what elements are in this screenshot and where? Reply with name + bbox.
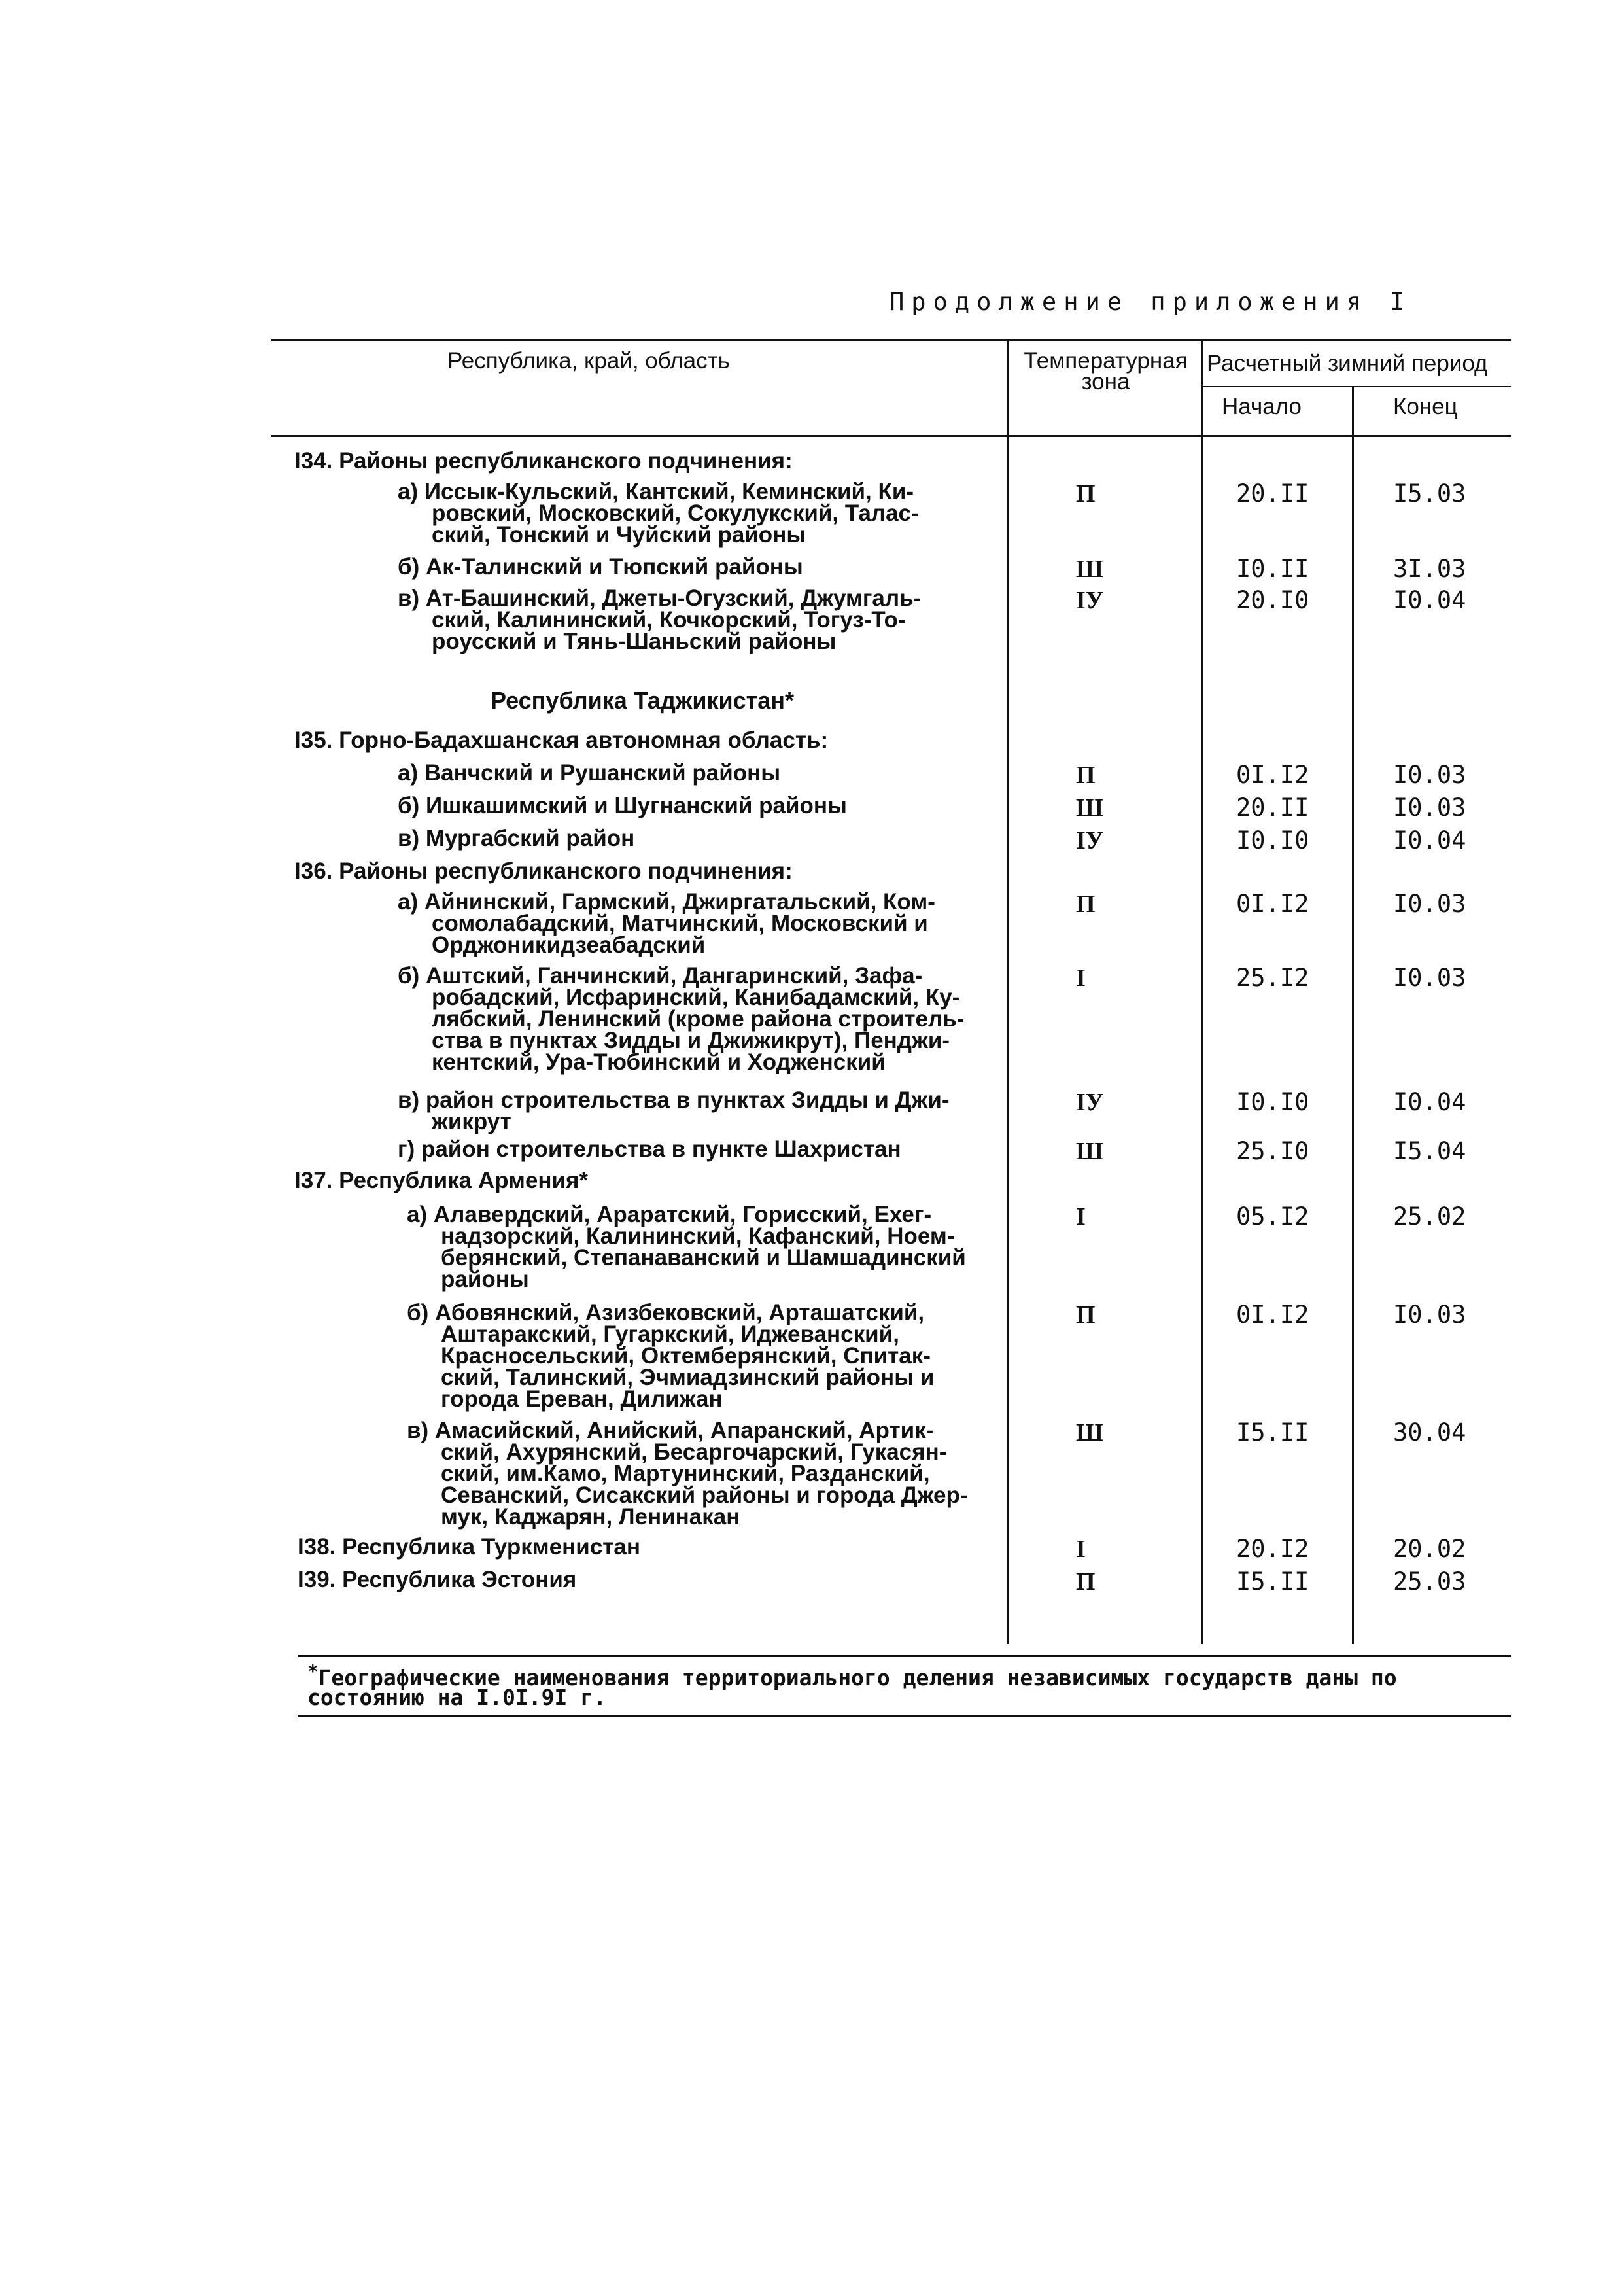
table-row-label	[298, 1536, 640, 1558]
table-row-label	[398, 965, 964, 1073]
start-date-cell: 20.I0	[1236, 586, 1309, 614]
start-date-cell: 20.II	[1236, 480, 1309, 508]
row-text-line: в) Мургабский район	[398, 826, 635, 851]
table-row-label	[398, 795, 847, 816]
end-date-cell: I0.04	[1393, 826, 1466, 854]
start-date-cell: 25.I2	[1236, 964, 1309, 992]
header-end: Конец	[1393, 394, 1458, 419]
table-row-label	[398, 1138, 901, 1160]
header-period: Расчетный зимний период	[1207, 351, 1488, 376]
end-date-cell: 3I.03	[1393, 555, 1466, 583]
row-text-line: а) Ванчский и Рушанский районы	[398, 760, 781, 786]
table-row-label	[407, 1420, 968, 1528]
start-date-cell: 0I.I2	[1236, 890, 1309, 918]
table-row-label	[398, 481, 919, 546]
row-text-line: ский, Талинский, Эчмиадзинский районы и	[441, 1365, 935, 1390]
end-date-cell: 30.04	[1393, 1418, 1466, 1446]
row-text-line: сомолабадский, Матчинский, Московский и	[432, 911, 928, 936]
row-text-line: в) Ат-Башинский, Джеты-Огузский, Джумгаль-	[398, 586, 922, 611]
row-text-line: I36. Районы республиканского подчинения:	[294, 858, 793, 884]
row-text-line: берянский, Степанаванский и Шамшадинский	[441, 1245, 966, 1270]
row-text-line: б) Ак-Талинский и Тюпский районы	[398, 554, 803, 580]
zone-cell: Ш	[1076, 555, 1103, 583]
start-date-cell: I0.I0	[1236, 1088, 1309, 1116]
zone-column-divider	[1007, 339, 1009, 1644]
end-date-cell: I0.04	[1393, 586, 1466, 614]
table-row-label	[398, 1089, 950, 1132]
start-date-cell: 0I.I2	[1236, 1301, 1309, 1329]
row-text-line: I35. Горно-Бадахшанская автономная область:	[294, 727, 829, 753]
row-text-line: б) Аштский, Ганчинский, Дангаринский, Зафа-	[398, 963, 923, 989]
zone-cell: П	[1076, 762, 1096, 789]
row-text-line: лябский, Ленинский (кроме района строитель-	[432, 1006, 965, 1032]
start-date-cell: 0I.I2	[1236, 761, 1309, 789]
row-text-line: I38. Республика Туркменистан	[298, 1534, 641, 1560]
row-text-line: I34. Районы республиканского подчинения:	[294, 448, 793, 474]
row-text-line: в) Амасийский, Анийский, Апаранский, Артик-	[407, 1418, 934, 1443]
row-text-line: ский, Тонский и Чуйский районы	[432, 522, 806, 548]
table-row-label	[398, 762, 780, 784]
table-top-rule	[271, 339, 1511, 341]
zone-cell: IУ	[1076, 587, 1104, 614]
table-row-label	[398, 891, 935, 956]
zone-cell: I	[1076, 1203, 1086, 1231]
zone-cell: I	[1076, 964, 1086, 992]
row-text-line: города Ереван, Дилижан	[441, 1386, 723, 1412]
table-row-label	[398, 556, 803, 578]
row-text-line: Республика Таджикистан*	[491, 687, 795, 714]
section-heading	[491, 687, 794, 714]
header-subrule	[1201, 386, 1511, 387]
zone-cell: П	[1076, 1301, 1096, 1329]
footnote	[307, 1662, 1397, 1708]
row-text-line: I37. Республика Армения*	[294, 1168, 589, 1193]
footnote-marker: *	[307, 1661, 319, 1682]
row-text-line: Севанский, Сисакский районы и города Джер-	[441, 1482, 968, 1508]
row-text-line: б) Абовянский, Азизбековский, Арташатский,	[407, 1300, 925, 1325]
zone-cell: Ш	[1076, 1419, 1103, 1446]
table-row-label	[407, 1302, 934, 1410]
row-text-line: ровский, Московский, Сокулукский, Талас-	[432, 500, 919, 526]
footnote-bottom-rule	[298, 1715, 1511, 1717]
row-text-line: а) Айнинский, Гармский, Джиргатальский, Ком-	[398, 889, 935, 915]
row-text-line: районы	[441, 1267, 529, 1292]
header-zone: Температурная зона	[1024, 348, 1188, 394]
end-date-cell: I5.03	[1393, 480, 1466, 508]
start-date-cell: I5.II	[1236, 1568, 1309, 1596]
row-text-line: а) Иссык-Кульский, Кантский, Кеминский, Ки-	[398, 479, 914, 504]
table-row-label	[398, 587, 921, 652]
end-column-divider	[1352, 386, 1354, 1644]
row-text-line: кентский, Ура-Тюбинский и Ходженский	[432, 1049, 886, 1075]
table-row-label	[398, 828, 634, 849]
footnote-line-1: Географические наименования территориального деления независимых государств даны по	[318, 1665, 1397, 1691]
row-text-line: Красносельский, Октемберянский, Спитак-	[441, 1343, 931, 1369]
period-column-divider	[1201, 339, 1203, 1644]
zone-cell: Ш	[1076, 794, 1103, 822]
end-date-cell: I5.04	[1393, 1137, 1466, 1165]
table-row-label	[294, 729, 828, 751]
table-row-label	[294, 1170, 588, 1191]
zone-cell: Ш	[1076, 1138, 1103, 1165]
start-date-cell: I0.II	[1236, 555, 1309, 583]
start-date-cell: 25.I0	[1236, 1137, 1309, 1165]
table-row-label	[407, 1204, 966, 1290]
row-text-line: роусский и Тянь-Шаньский районы	[432, 629, 837, 654]
end-date-cell: I0.04	[1393, 1088, 1466, 1116]
row-text-line: г) район строительства в пункте Шахристан	[398, 1136, 901, 1162]
zone-cell: I	[1076, 1535, 1086, 1563]
row-text-line: а) Алавердский, Араратский, Горисский, Ехег-	[407, 1202, 932, 1227]
start-date-cell: 20.I2	[1236, 1535, 1309, 1563]
page-heading: Продолжение приложения I	[890, 288, 1412, 316]
zone-cell: IУ	[1076, 827, 1104, 854]
end-date-cell: 25.03	[1393, 1568, 1466, 1596]
zone-cell: П	[1076, 890, 1096, 918]
zone-cell: IУ	[1076, 1089, 1104, 1116]
row-text-line: Орджоникидзеабадский	[432, 932, 706, 958]
start-date-cell: I5.II	[1236, 1418, 1309, 1446]
table-row-label	[294, 860, 793, 882]
row-text-line: робадский, Исфаринский, Канибадамский, Ку-	[432, 985, 960, 1010]
header-bottom-rule	[271, 435, 1511, 437]
end-date-cell: 20.02	[1393, 1535, 1466, 1563]
start-date-cell: 20.II	[1236, 794, 1309, 822]
zone-cell: П	[1076, 1568, 1096, 1596]
start-date-cell: I0.I0	[1236, 826, 1309, 854]
row-text-line: I39. Республика Эстония	[298, 1567, 577, 1592]
row-text-line: Аштаракский, Гугаркский, Иджеванский,	[441, 1322, 899, 1347]
row-text-line: жикрут	[432, 1109, 511, 1134]
header-region: Республика, край, область	[447, 348, 730, 374]
row-text-line: в) район строительства в пунктах Зидды и Джи-	[398, 1087, 950, 1113]
end-date-cell: I0.03	[1393, 761, 1466, 789]
footnote-top-rule	[298, 1655, 1511, 1657]
header-start: Начало	[1222, 394, 1302, 419]
end-date-cell: 25.02	[1393, 1202, 1466, 1231]
row-text-line: б) Ишкашимский и Шугнанский районы	[398, 793, 847, 818]
table-row-label	[294, 450, 793, 472]
footnote-line-2: состоянию на I.0I.9I г.	[307, 1685, 606, 1710]
row-text-line: ский, Ахурянский, Бесаргочарский, Гукасян-	[441, 1439, 947, 1465]
row-text-line: ский, им.Камо, Мартунинский, Разданский,	[441, 1461, 930, 1486]
zone-cell: П	[1076, 480, 1096, 508]
table-row-label	[298, 1569, 576, 1590]
end-date-cell: I0.03	[1393, 794, 1466, 822]
row-text-line: ства в пунктах Зидды и Джижикрут), Пенджи-	[432, 1028, 950, 1053]
end-date-cell: I0.03	[1393, 964, 1466, 992]
row-text-line: ский, Калининский, Кочкорский, Тогуз-То-	[432, 607, 906, 633]
end-date-cell: I0.03	[1393, 890, 1466, 918]
row-text-line: мук, Каджарян, Ленинакан	[441, 1504, 740, 1530]
row-text-line: надзорский, Калининский, Кафанский, Ноем-	[441, 1223, 955, 1249]
end-date-cell: I0.03	[1393, 1301, 1466, 1329]
start-date-cell: 05.I2	[1236, 1202, 1309, 1231]
